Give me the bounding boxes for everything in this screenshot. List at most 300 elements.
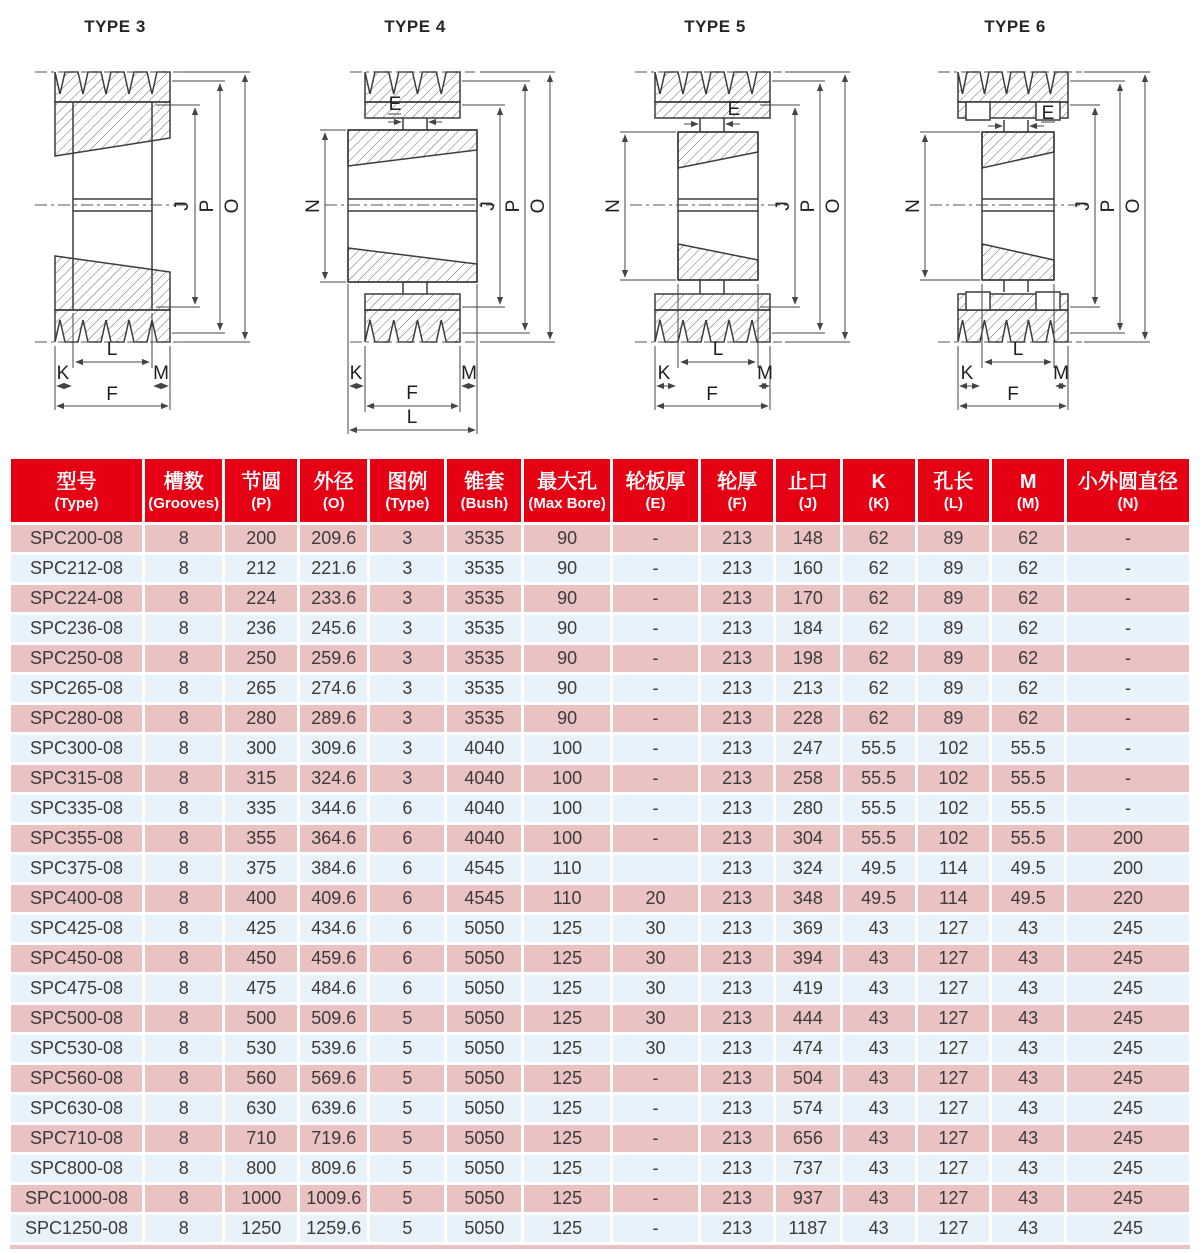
- table-cell: -: [1067, 615, 1189, 642]
- column-header: 轮板厚 (E): [613, 459, 698, 522]
- table-cell: 213: [701, 855, 773, 882]
- table-cell: 30: [613, 945, 698, 972]
- table-cell: 280: [776, 795, 840, 822]
- table-cell: 3: [370, 765, 444, 792]
- table-cell: 100: [524, 765, 609, 792]
- table-cell: 8: [145, 555, 222, 582]
- table-cell: 1259.6: [300, 1215, 367, 1242]
- table-cell: 43: [843, 1065, 915, 1092]
- table-cell: 245: [1067, 1095, 1189, 1122]
- table-cell: 184: [776, 615, 840, 642]
- table-cell: 43: [843, 1215, 915, 1242]
- table-cell: SPC630-08: [11, 1095, 142, 1122]
- table-cell: 3: [370, 555, 444, 582]
- table-cell: 213: [701, 885, 773, 912]
- table-cell: 125: [524, 1125, 609, 1152]
- table-cell: 8: [145, 915, 222, 942]
- table-cell: 245: [1067, 1215, 1189, 1242]
- table-cell: 8: [145, 585, 222, 612]
- table-cell: 127: [918, 1035, 990, 1062]
- table-cell: SPC236-08: [11, 615, 142, 642]
- column-header: 节圆 (P): [225, 459, 297, 522]
- dim-label-n: N: [303, 199, 324, 213]
- table-row: [11, 585, 1189, 612]
- table-cell: 5: [370, 1215, 444, 1242]
- table-cell: 265: [225, 675, 297, 702]
- table-cell: 3535: [447, 555, 521, 582]
- table-cell: 434.6: [300, 915, 367, 942]
- drawing-title: TYPE 6: [984, 17, 1046, 36]
- table-cell: 170: [776, 585, 840, 612]
- table-cell: 4545: [447, 855, 521, 882]
- table-cell: -: [613, 705, 698, 732]
- table-cell: 127: [918, 1005, 990, 1032]
- dim-label-p: P: [197, 199, 218, 213]
- type4-panel: [300, 2, 600, 454]
- table-cell: 5050: [447, 945, 521, 972]
- table-cell: 3: [370, 735, 444, 762]
- table-cell: 200: [225, 525, 297, 552]
- table-cell: -: [613, 735, 698, 762]
- table-cell: 5050: [447, 975, 521, 1002]
- table-cell: 89: [918, 645, 990, 672]
- table-cell: 4040: [447, 825, 521, 852]
- table-cell: 8: [145, 1215, 222, 1242]
- table-cell: 198: [776, 645, 840, 672]
- table-cell: 250: [225, 645, 297, 672]
- dim-label-n: N: [903, 199, 924, 213]
- table-cell: 344.6: [300, 795, 367, 822]
- table-cell: 62: [992, 585, 1064, 612]
- table-cell: 127: [918, 1185, 990, 1212]
- table-cell: 127: [918, 1065, 990, 1092]
- table-cell: 125: [524, 945, 609, 972]
- table-cell: 309.6: [300, 735, 367, 762]
- table-cell: 937: [776, 1185, 840, 1212]
- pulley-cross-section: [655, 72, 770, 342]
- table-cell: 444: [776, 1005, 840, 1032]
- column-header: 外径 (O): [300, 459, 367, 522]
- table-cell: 484.6: [300, 975, 367, 1002]
- table-cell: -: [613, 1215, 698, 1242]
- table-cell: 6: [370, 825, 444, 852]
- dim-label-p: P: [798, 199, 819, 213]
- table-cell: 213: [701, 1095, 773, 1122]
- table-cell: 719.6: [300, 1125, 367, 1152]
- table-cell: 62: [843, 615, 915, 642]
- dim-label-f: F: [706, 384, 718, 405]
- table-cell: 127: [918, 945, 990, 972]
- table-cell: 43: [843, 915, 915, 942]
- table-cell: 400: [225, 885, 297, 912]
- table-cell: 125: [524, 1005, 609, 1032]
- table-cell: 20: [613, 885, 698, 912]
- table-cell: 200: [1067, 855, 1189, 882]
- dim-label-l: L: [712, 339, 724, 360]
- table-cell: 3535: [447, 675, 521, 702]
- table-cell: 3535: [447, 705, 521, 732]
- dim-label-k: K: [960, 363, 974, 384]
- table-cell: 43: [992, 975, 1064, 1002]
- dim-label-p: P: [503, 199, 524, 213]
- type3-panel: [0, 2, 300, 454]
- table-cell: 8: [145, 1185, 222, 1212]
- table-cell: 1187: [776, 1215, 840, 1242]
- table-cell: 213: [701, 975, 773, 1002]
- table-cell: 3535: [447, 615, 521, 642]
- table-cell: SPC425-08: [11, 915, 142, 942]
- table-cell: 8: [145, 1125, 222, 1152]
- table-cell: -: [613, 1155, 698, 1182]
- table-cell: 43: [992, 1005, 1064, 1032]
- table-cell: 3: [370, 705, 444, 732]
- table-cell: SPC315-08: [11, 765, 142, 792]
- dim-label-o: O: [1123, 198, 1144, 214]
- table-cell: 3: [370, 585, 444, 612]
- column-header: 轮厚 (F): [701, 459, 773, 522]
- table-cell: 245: [1067, 975, 1189, 1002]
- table-cell: 43: [843, 1095, 915, 1122]
- table-cell: SPC335-08: [11, 795, 142, 822]
- table-cell: 213: [701, 645, 773, 672]
- table-cell: 30: [613, 915, 698, 942]
- table-row: [11, 1095, 1189, 1122]
- table-row: [11, 975, 1189, 1002]
- table-cell: 8: [145, 615, 222, 642]
- table-cell: 245.6: [300, 615, 367, 642]
- table-cell: 55.5: [992, 735, 1064, 762]
- table-row: [11, 615, 1189, 642]
- table-cell: 43: [992, 1065, 1064, 1092]
- table-cell: 5: [370, 1005, 444, 1032]
- table-cell: 221.6: [300, 555, 367, 582]
- dim-label-j: J: [773, 201, 794, 211]
- table-cell: 247: [776, 735, 840, 762]
- table-cell: -: [613, 525, 698, 552]
- table-cell: 213: [701, 945, 773, 972]
- table-cell: 62: [992, 705, 1064, 732]
- table-cell: 224: [225, 585, 297, 612]
- table-cell: 89: [918, 525, 990, 552]
- table-cell: 62: [992, 525, 1064, 552]
- type4-drawing: [300, 2, 600, 437]
- table-cell: 800: [225, 1155, 297, 1182]
- table-cell: 4545: [447, 885, 521, 912]
- table-cell: 245: [1067, 1155, 1189, 1182]
- table-cell: -: [1067, 675, 1189, 702]
- dim-label-p: P: [1098, 199, 1119, 213]
- table-cell: 5050: [447, 1095, 521, 1122]
- table-cell: 569.6: [300, 1065, 367, 1092]
- table-cell: 4040: [447, 735, 521, 762]
- table-cell: SPC355-08: [11, 825, 142, 852]
- table-cell: 245: [1067, 1065, 1189, 1092]
- table-cell: 3535: [447, 585, 521, 612]
- table-cell: 125: [524, 1035, 609, 1062]
- dim-label-e: E: [1041, 103, 1055, 124]
- table-cell: 62: [843, 705, 915, 732]
- table-cell: 213: [776, 675, 840, 702]
- table-cell: 355: [225, 825, 297, 852]
- table-cell: -: [613, 795, 698, 822]
- table-cell: 30: [613, 1035, 698, 1062]
- table-cell: 8: [145, 705, 222, 732]
- table-cell: 3: [370, 675, 444, 702]
- table-cell: 127: [918, 1125, 990, 1152]
- table-cell: 127: [918, 1095, 990, 1122]
- table-cell: 450: [225, 945, 297, 972]
- type3-drawing: [0, 2, 300, 437]
- dimension-lines: [620, 72, 850, 410]
- table-cell: 5050: [447, 1185, 521, 1212]
- table-cell: 90: [524, 585, 609, 612]
- table-cell: -: [1067, 705, 1189, 732]
- table-cell: 213: [701, 825, 773, 852]
- table-cell: 8: [145, 765, 222, 792]
- table-cell: 125: [524, 1215, 609, 1242]
- table-cell: 5: [370, 1185, 444, 1212]
- type6-drawing: [900, 2, 1200, 437]
- table-cell: 43: [843, 1155, 915, 1182]
- dim-label-e: E: [388, 94, 402, 115]
- dim-label-k: K: [349, 363, 363, 384]
- table-cell: 560: [225, 1065, 297, 1092]
- column-header: 型号 (Type): [11, 459, 142, 522]
- table-cell: 55.5: [992, 765, 1064, 792]
- table-cell: 574: [776, 1095, 840, 1122]
- table-cell: 289.6: [300, 705, 367, 732]
- column-header: 小外圆直径 (N): [1067, 459, 1189, 522]
- table-cell: 100: [524, 735, 609, 762]
- table-cell: 236: [225, 615, 297, 642]
- dim-label-l: L: [106, 339, 118, 360]
- table-cell: SPC400-08: [11, 885, 142, 912]
- table-cell: 8: [145, 675, 222, 702]
- table-cell: 245: [1067, 1035, 1189, 1062]
- drawing-title: TYPE 4: [384, 17, 446, 36]
- table-cell: 274.6: [300, 675, 367, 702]
- table-cell: 62: [843, 645, 915, 672]
- table-cell: -: [613, 765, 698, 792]
- table-cell: -: [1067, 765, 1189, 792]
- table-cell: SPC280-08: [11, 705, 142, 732]
- type5-panel: [600, 2, 900, 454]
- dim-label-j: J: [478, 201, 499, 211]
- table-cell: 5: [370, 1035, 444, 1062]
- table-cell: 348: [776, 885, 840, 912]
- table-cell: 335: [225, 795, 297, 822]
- table-cell: 89: [918, 585, 990, 612]
- table-cell: 6: [370, 795, 444, 822]
- table-cell: SPC300-08: [11, 735, 142, 762]
- table-row: [11, 555, 1189, 582]
- table-cell: 43: [843, 945, 915, 972]
- table-cell: 43: [843, 1185, 915, 1212]
- table-cell: 90: [524, 675, 609, 702]
- table-cell: 5: [370, 1065, 444, 1092]
- table-cell: 125: [524, 1065, 609, 1092]
- table-cell: 125: [524, 1155, 609, 1182]
- column-header: 图例 (Type): [370, 459, 444, 522]
- dim-label-k: K: [56, 363, 70, 384]
- dim-label-l: L: [1012, 339, 1024, 360]
- table-cell: -: [1067, 555, 1189, 582]
- column-header: 最大孔 (Max Bore): [524, 459, 609, 522]
- table-cell: 102: [918, 825, 990, 852]
- table-cell: 62: [992, 675, 1064, 702]
- spec-table: [8, 456, 1192, 1245]
- table-cell: 127: [918, 1155, 990, 1182]
- table-cell: 3: [370, 645, 444, 672]
- table-cell: 114: [918, 885, 990, 912]
- table-cell: 89: [918, 705, 990, 732]
- table-cell: 4040: [447, 795, 521, 822]
- table-cell: 148: [776, 525, 840, 552]
- table-cell: 49.5: [843, 855, 915, 882]
- column-header: 止口 (J): [776, 459, 840, 522]
- table-cell: 5050: [447, 1005, 521, 1032]
- table-cell: 127: [918, 975, 990, 1002]
- table-row: [11, 735, 1189, 762]
- table-cell: 500: [225, 1005, 297, 1032]
- table-cell: SPC375-08: [11, 855, 142, 882]
- table-cell: 114: [918, 855, 990, 882]
- table-cell: 213: [701, 675, 773, 702]
- pulley-cross-section: [55, 72, 170, 342]
- table-cell: 30: [613, 975, 698, 1002]
- table-cell: 5: [370, 1095, 444, 1122]
- type5-drawing: [600, 2, 900, 437]
- table-cell: 102: [918, 765, 990, 792]
- table-cell: 8: [145, 1095, 222, 1122]
- table-row: [11, 825, 1189, 852]
- dim-label-j: J: [1073, 201, 1094, 211]
- table-cell: 213: [701, 525, 773, 552]
- table-cell: -: [613, 1095, 698, 1122]
- table-cell: 127: [918, 1215, 990, 1242]
- table-cell: 213: [701, 1185, 773, 1212]
- table-row: [11, 855, 1189, 882]
- table-cell: SPC1250-08: [11, 1215, 142, 1242]
- table-cell: 8: [145, 885, 222, 912]
- table-cell: 5: [370, 1155, 444, 1182]
- table-cell: 43: [992, 1215, 1064, 1242]
- dim-label-m: M: [757, 363, 773, 384]
- table-cell: 737: [776, 1155, 840, 1182]
- table-cell: 8: [145, 735, 222, 762]
- table-cell: 43: [992, 915, 1064, 942]
- table-cell: SPC475-08: [11, 975, 142, 1002]
- table-cell: 8: [145, 825, 222, 852]
- table-cell: SPC560-08: [11, 1065, 142, 1092]
- table-cell: 90: [524, 645, 609, 672]
- table-cell: 213: [701, 585, 773, 612]
- table-row: [11, 885, 1189, 912]
- table-cell: 6: [370, 885, 444, 912]
- table-cell: 90: [524, 705, 609, 732]
- table-row: [11, 765, 1189, 792]
- table-cell: 8: [145, 525, 222, 552]
- table-cell: 125: [524, 1095, 609, 1122]
- table-cell: SPC212-08: [11, 555, 142, 582]
- table-cell: 228: [776, 705, 840, 732]
- table-cell: 6: [370, 915, 444, 942]
- table-cell: 259.6: [300, 645, 367, 672]
- table-cell: 280: [225, 705, 297, 732]
- table-cell: 62: [992, 615, 1064, 642]
- table-cell: 43: [992, 1185, 1064, 1212]
- table-cell: 125: [524, 1185, 609, 1212]
- table-row: [11, 705, 1189, 732]
- table-cell: 213: [701, 615, 773, 642]
- table-cell: SPC200-08: [11, 525, 142, 552]
- dim-label-o: O: [823, 198, 844, 214]
- table-cell: 1250: [225, 1215, 297, 1242]
- table-cell: 125: [524, 975, 609, 1002]
- column-header: 锥套 (Bush): [447, 459, 521, 522]
- table-cell: -: [1067, 525, 1189, 552]
- table-cell: 49.5: [992, 885, 1064, 912]
- table-cell: 300: [225, 735, 297, 762]
- table-cell: 110: [524, 855, 609, 882]
- table-cell: 6: [370, 975, 444, 1002]
- dim-label-f: F: [406, 383, 418, 404]
- table-cell: 49.5: [992, 855, 1064, 882]
- table-cell: 213: [701, 1155, 773, 1182]
- dimension-lines: [920, 72, 1150, 410]
- table-row: [11, 1035, 1189, 1062]
- table-cell: 220: [1067, 885, 1189, 912]
- table-cell: 1000: [225, 1185, 297, 1212]
- table-row: [11, 1065, 1189, 1092]
- table-cell: 213: [701, 555, 773, 582]
- table-cell: -: [1067, 645, 1189, 672]
- table-cell: 55.5: [992, 825, 1064, 852]
- table-cell: 8: [145, 975, 222, 1002]
- table-cell: 213: [701, 1005, 773, 1032]
- table-cell: 8: [145, 1035, 222, 1062]
- table-cell: 656: [776, 1125, 840, 1152]
- table-cell: 8: [145, 645, 222, 672]
- table-cell: 100: [524, 825, 609, 852]
- table-cell: 3535: [447, 645, 521, 672]
- table-cell: -: [613, 615, 698, 642]
- table-cell: 5050: [447, 1125, 521, 1152]
- table-cell: -: [1067, 795, 1189, 822]
- drawing-title: TYPE 5: [684, 17, 746, 36]
- table-cell: 245: [1067, 1125, 1189, 1152]
- table-cell: 62: [843, 525, 915, 552]
- pulley-cross-section: [348, 72, 477, 342]
- table-cell: 509.6: [300, 1005, 367, 1032]
- table-cell: 639.6: [300, 1095, 367, 1122]
- table-cell: 209.6: [300, 525, 367, 552]
- table-cell: 212: [225, 555, 297, 582]
- table-cell: 3: [370, 525, 444, 552]
- table-row: [11, 645, 1189, 672]
- table-cell: SPC450-08: [11, 945, 142, 972]
- table-cell: 125: [524, 915, 609, 942]
- table-row: [11, 915, 1189, 942]
- table-cell: 245: [1067, 1005, 1189, 1032]
- table-row: [11, 1155, 1189, 1182]
- table-cell: 8: [145, 1005, 222, 1032]
- table-cell: 43: [843, 1035, 915, 1062]
- table-cell: 102: [918, 795, 990, 822]
- column-header: K (K): [843, 459, 915, 522]
- table-cell: 55.5: [843, 765, 915, 792]
- table-cell: 630: [225, 1095, 297, 1122]
